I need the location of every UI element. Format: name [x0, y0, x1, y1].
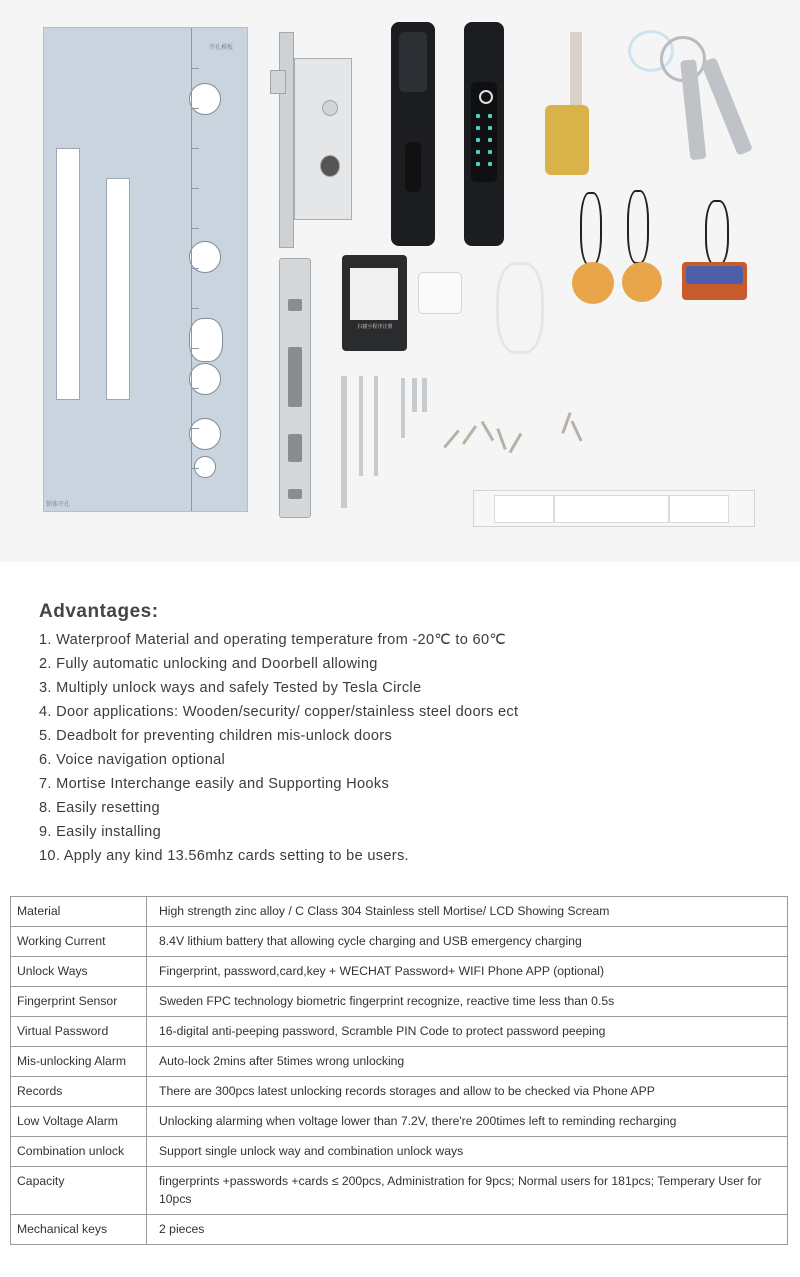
battery-box — [342, 255, 407, 351]
advantages-list — [39, 628, 518, 868]
spec-value: Auto-lock 2mins after 5times wrong unlocking — [147, 1047, 788, 1077]
table-row — [11, 1077, 788, 1107]
spec-key: Material — [11, 897, 147, 927]
mechanical-key-icon — [680, 59, 706, 160]
spec-key: Unlock Ways — [11, 957, 147, 987]
fingerprint-handle — [464, 22, 504, 246]
fingerprint-sensor-icon — [479, 90, 493, 104]
advantage-item: 7. Mortise Interchange easily and Supporting Hooks — [39, 776, 390, 792]
advantage-item: 8. Easily resetting — [39, 800, 160, 816]
strike-plate — [279, 258, 311, 518]
specification-table — [10, 896, 788, 1245]
spec-key: Mechanical keys — [11, 1215, 147, 1245]
advantage-item: 5. Deadbolt for preventing children mis-unlock doors — [39, 728, 393, 744]
template-hole — [189, 363, 221, 395]
template-hole — [194, 456, 216, 478]
drilling-template — [43, 27, 248, 512]
template-hole — [189, 418, 221, 450]
spec-value: 2 pieces — [147, 1215, 788, 1245]
advantage-item: 3. Multiply unlock ways and safely Tested by Tesla Circle — [39, 680, 422, 696]
template-ruler — [191, 28, 192, 512]
advantage-item: 6. Voice navigation optional — [39, 752, 226, 768]
mortise-lock-body — [294, 58, 352, 220]
table-row — [11, 1137, 788, 1167]
table-row — [11, 1017, 788, 1047]
rfid-tag-icon — [622, 262, 662, 302]
bolt-rod — [401, 378, 405, 438]
screw-icon — [481, 421, 495, 442]
bolt-rod — [359, 376, 363, 476]
bolt-rod — [412, 378, 417, 412]
screw-icon — [570, 420, 582, 441]
rfid-card-icon — [682, 262, 747, 300]
spindle-rod — [341, 376, 347, 508]
usb-charger — [418, 272, 462, 314]
spec-key: Mis-unlocking Alarm — [11, 1047, 147, 1077]
qr-caption: 扫描小程序注册 — [357, 324, 393, 330]
spec-key: Combination unlock — [11, 1137, 147, 1167]
spec-value: 16-digital anti-peeping password, Scramble PIN Code to protect password peeping — [147, 1017, 788, 1047]
cylinder-hole — [320, 155, 340, 177]
spec-key: Records — [11, 1077, 147, 1107]
mortise-cover-plate — [473, 490, 755, 527]
latch-bolt — [270, 70, 286, 94]
spec-value: Fingerprint, password,card,key + WECHAT Password+ WIFI Phone APP (optional) — [147, 957, 788, 987]
template-hole — [189, 318, 223, 362]
outer-handle — [391, 22, 435, 246]
mortise-hole — [322, 100, 338, 116]
screw-icon — [462, 425, 477, 445]
spec-value: There are 300pcs latest unlocking records storages and allow to be checked via Phone APP — [147, 1077, 788, 1107]
table-row — [11, 1167, 788, 1215]
screw-icon — [496, 428, 506, 450]
rfid-tag-icon — [572, 262, 614, 304]
table-row — [11, 927, 788, 957]
bolt-rod — [422, 378, 427, 412]
screw-icon — [561, 412, 571, 434]
advantage-item: 4. Door applications: Wooden/security/ copper/stainless steel doors ect — [39, 704, 519, 720]
table-row — [11, 987, 788, 1017]
qr-code — [350, 268, 398, 320]
table-row — [11, 957, 788, 987]
strike-plate-label: 锁体开孔 — [46, 502, 71, 508]
template-cutout-right — [106, 178, 130, 400]
advantage-item: 1. Waterproof Material and operating temperature from -20℃ to 60℃ — [39, 632, 507, 648]
mortise-faceplate — [279, 32, 294, 248]
product-kit-photo — [0, 0, 800, 562]
spec-key: Low Voltage Alarm — [11, 1107, 147, 1137]
mechanical-key-icon — [701, 57, 753, 156]
lock-cylinder — [545, 105, 589, 175]
table-row — [11, 1215, 788, 1245]
table-row — [11, 897, 788, 927]
template-cutout-left — [56, 148, 80, 400]
template-chart-title: 开孔模板 — [209, 45, 234, 51]
screw-icon — [509, 433, 523, 454]
table-row — [11, 1107, 788, 1137]
spec-value: Sweden FPC technology biometric fingerprint recognize, reactive time less than 0.5s — [147, 987, 788, 1017]
screw-icon — [443, 430, 459, 449]
advantage-item: 9. Easily installing — [39, 824, 161, 840]
spec-key: Working Current — [11, 927, 147, 957]
advantages-title: Advantages: — [39, 601, 159, 622]
table-row — [11, 1047, 788, 1077]
usb-cable — [496, 262, 544, 354]
bolt-rod — [374, 376, 378, 476]
spec-value: fingerprints +passwords +cards ≤ 200pcs, Administration for 9pcs; Normal users for 181pcs; Temperary User for 10pcs — [147, 1167, 788, 1215]
spec-value: 8.4V lithium battery that allowing cycle charging and USB emergency charging — [147, 927, 788, 957]
spec-value: Support single unlock way and combination unlock ways — [147, 1137, 788, 1167]
spec-value: Unlocking alarming when voltage lower than 7.2V, there're 200times left to reminding recharging — [147, 1107, 788, 1137]
spec-key: Virtual Password — [11, 1017, 147, 1047]
spec-key: Capacity — [11, 1167, 147, 1215]
advantage-item: 10. Apply any kind 13.56mhz cards setting to be users. — [39, 848, 409, 864]
advantage-item: 2. Fully automatic unlocking and Doorbell allowing — [39, 656, 378, 672]
template-hole — [189, 83, 221, 115]
spec-key: Fingerprint Sensor — [11, 987, 147, 1017]
spec-value: High strength zinc alloy / C Class 304 Stainless stell Mortise/ LCD Showing Scream — [147, 897, 788, 927]
